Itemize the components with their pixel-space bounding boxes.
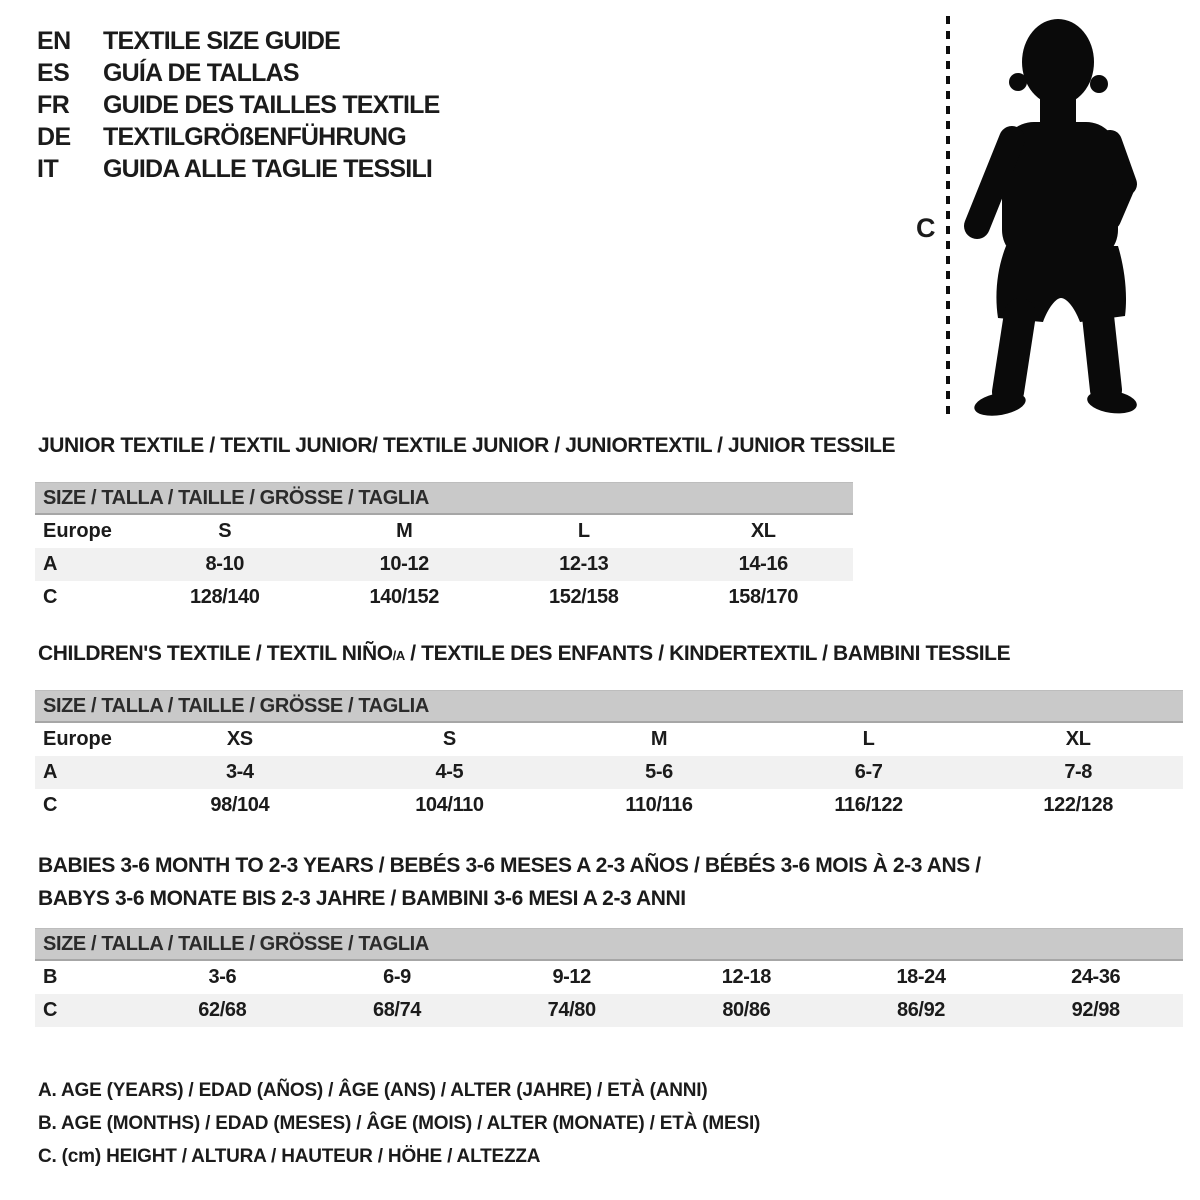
value-cell: 62/68 [198,999,247,1021]
height-measure-label-c: C [916,213,936,243]
value-cell: 9-12 [552,966,591,988]
value-cell: 12-13 [559,553,609,575]
value-cell: 14-16 [738,553,788,575]
value-cell: 3-6 [208,966,237,988]
language-title: GUÍA DE TALLAS [103,59,299,87]
language-row-it [37,155,440,187]
language-row-es [37,59,440,91]
language-code: ES [37,59,70,87]
size-cell: XL [750,520,776,542]
junior-size-header-band [35,482,853,515]
value-cell: 116/122 [834,794,903,816]
value-cell: 12-18 [721,966,771,988]
size-header-label: SIZE / TALLA / TAILLE / GRÖSSE / TAGLIA [43,932,429,955]
region-label: Europe [43,520,112,542]
babies-size-table [35,928,1183,1027]
language-code: FR [37,91,70,119]
language-title: GUIDA ALLE TAGLIE TESSILI [103,155,433,183]
children-age-row [35,756,1183,789]
value-cell: 98/104 [210,794,270,816]
children-section-title [38,642,1010,666]
size-cell: XL [1065,728,1091,750]
size-cell: L [862,728,875,750]
size-cell: S [442,728,456,750]
legend-line-b: B. AGE (MONTHS) / EDAD (MESES) / ÂGE (MOIS) / ALTER (MONATE) / ETÀ (MESI) [38,1113,761,1134]
value-cell: 10-12 [379,553,429,575]
language-code: IT [37,155,59,183]
junior-age-row [35,548,853,581]
size-header-label: SIZE / TALLA / TAILLE / GRÖSSE / TAGLIA [43,486,429,509]
babies-section-title [38,849,981,915]
children-title-post: / TEXTILE DES ENFANTS / KINDERTEXTIL / BAMBINI TESSILE [404,642,1011,665]
value-cell: 7-8 [1064,761,1093,783]
size-cell: XS [226,728,253,750]
children-size-header-band [35,690,1183,723]
value-cell: 8-10 [205,553,244,575]
value-cell: 6-9 [383,966,411,988]
value-cell: 6-7 [854,761,883,783]
value-cell: 3-4 [225,761,254,783]
measurement-legend [38,1074,760,1173]
babies-size-header-band [35,928,1183,961]
value-cell: 86/92 [896,999,946,1021]
language-title: TEXTILE SIZE GUIDE [103,27,341,55]
children-sizes-row [35,723,1183,756]
language-code: EN [37,27,71,55]
value-cell: 4-5 [435,761,464,783]
size-cell: M [396,520,413,542]
language-title: GUIDE DES TAILLES TEXTILE [103,91,440,119]
value-cell: 74/80 [547,999,596,1021]
row-label: A [43,553,58,575]
value-cell: 24-36 [1071,966,1121,988]
row-label: C [43,794,58,816]
size-cell: L [577,520,590,542]
value-cell: 110/116 [625,794,693,816]
value-cell: 18-24 [896,966,946,988]
value-cell: 152/158 [549,586,619,608]
row-label: B [43,966,58,988]
height-measure-dashed-line [946,16,950,418]
value-cell: 104/110 [415,794,484,816]
row-label: A [43,761,58,783]
legend-line-a: A. AGE (YEARS) / EDAD (AÑOS) / ÂGE (ANS) / ALTER (JAHRE) / ETÀ (ANNI) [38,1080,708,1101]
junior-height-row [35,581,853,614]
region-label: Europe [43,728,112,750]
value-cell: 128/140 [190,586,260,608]
babies-height-row [35,994,1183,1027]
children-title-sub: /A [392,648,405,663]
language-row-en [37,27,440,59]
children-size-table [35,690,1183,822]
row-label: C [43,586,58,608]
value-cell: 92/98 [1071,999,1120,1021]
value-cell: 140/152 [369,586,439,608]
babies-title-line2: BABYS 3-6 MONATE BIS 2-3 JAHRE / BAMBINI 3-6 MESI A 2-3 ANNI [38,887,686,910]
language-row-de [37,123,440,155]
row-label: C [43,999,58,1021]
value-cell: 68/74 [372,999,422,1021]
size-cell: M [650,728,668,750]
size-cell: S [218,520,232,542]
language-row-fr [37,91,440,123]
value-cell: 5-6 [645,761,673,783]
junior-sizes-row [35,515,853,548]
babies-title-line1: BABIES 3-6 MONTH TO 2-3 YEARS / BEBÉS 3-6 MESES A 2-3 AÑOS / BÉBÉS 3-6 MOIS À 2-3 ANS / [38,854,981,877]
junior-size-table [35,482,853,614]
children-title-pre: CHILDREN'S TEXTILE / TEXTIL NIÑO [38,642,393,665]
toddler-silhouette-icon [960,14,1142,420]
junior-section-title: JUNIOR TEXTILE / TEXTIL JUNIOR/ TEXTILE JUNIOR / JUNIORTEXTIL / JUNIOR TESSILE [38,434,896,457]
size-header-label: SIZE / TALLA / TAILLE / GRÖSSE / TAGLIA [43,694,429,717]
value-cell: 122/128 [1043,794,1113,816]
language-title: TEXTILGRÖßENFÜHRUNG [103,123,406,151]
babies-months-row [35,961,1183,994]
children-height-row [35,789,1183,822]
legend-line-c: C. (cm) HEIGHT / ALTURA / HAUTEUR / HÖHE / ALTEZZA [38,1146,541,1167]
language-title-list [37,27,440,187]
language-code: DE [37,123,71,151]
value-cell: 80/86 [722,999,771,1021]
value-cell: 158/170 [728,586,798,608]
